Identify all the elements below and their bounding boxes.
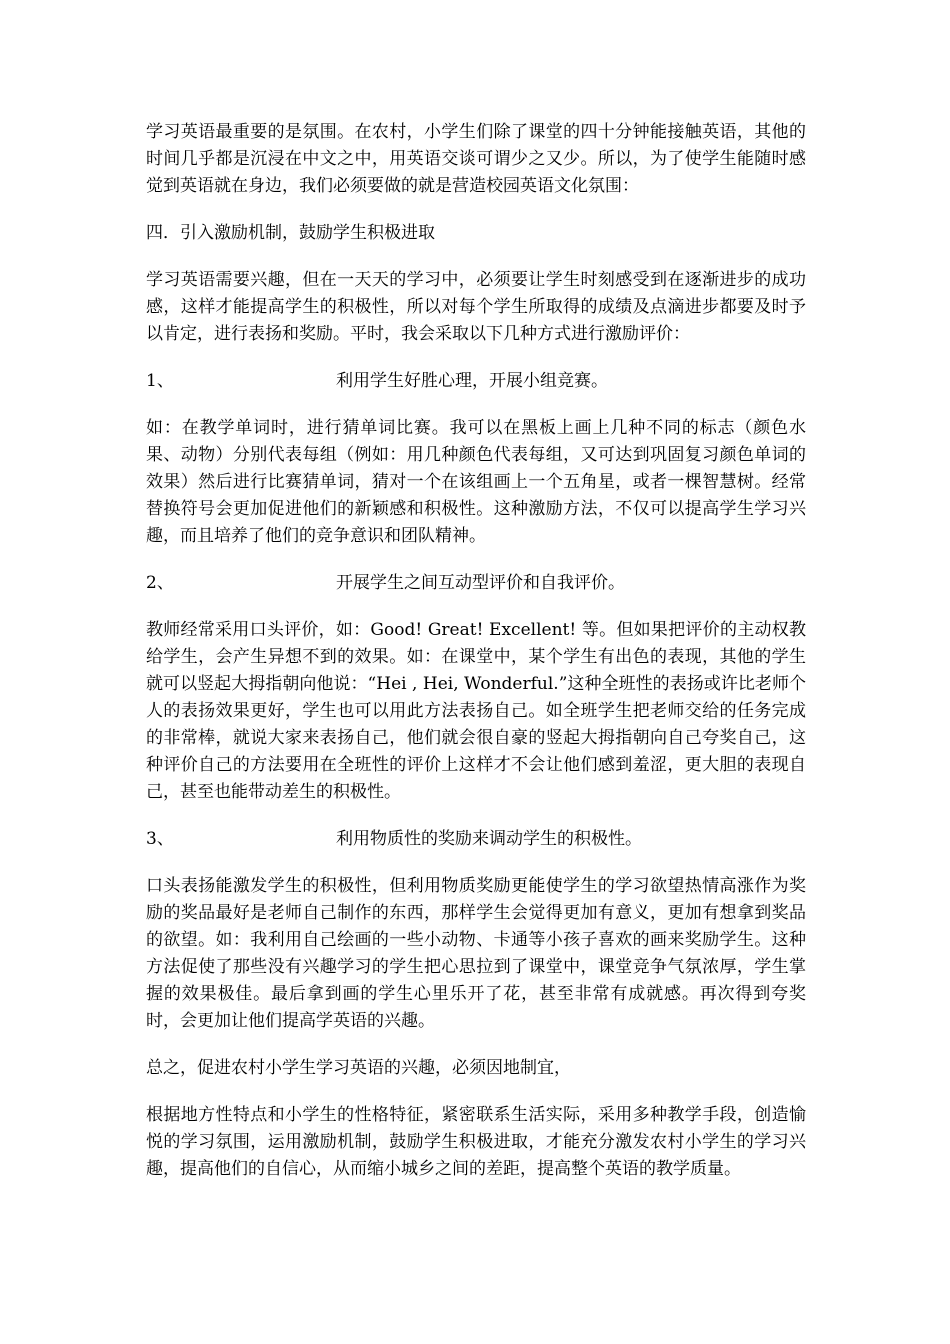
paragraph-motivation: 学习英语需要兴趣，但在一天天的学习中，必须要让学生时刻感受到在逐渐进步的成功感，这样才能提高学生的积极性，所以对每个学生所取得的成绩及点滴进步都要及时予以肯定，进行表扬和奖励。平时，我会采取以下几种方式进行激励评价： [146, 270, 806, 344]
paragraph-atmosphere: 学习英语最重要的是氛围。在农村，小学生们除了课堂的四十分钟能接触英语，其他的时间几乎都是沉浸在中文之中，用英语交谈可谓少之又少。所以，为了使学生能随时感觉到英语就在身边，我们必须要做的就是营造校园英语文化氛围： [146, 122, 806, 196]
list-item-body: 口头表扬能激发学生的积极性，但利用物质奖励更能使学生的学习欲望热情高涨作为奖励的奖品最好是老师自己制作的东西，那样学生会觉得更加有意义，更加有想拿到奖品的欲望。如：我利用自己绘画的一些小动物、卡通等小孩子喜欢的画来奖励学生。这种方法促使了那些没有兴趣学习的学生把心思拉到了课堂中，课堂竞争气氛浓厚，学生掌握的效果极佳。最后拿到画的学生心里乐开了花，甚至非常有成就感。再次得到夸奖时，会更加让他们提高学英语的兴趣。 [146, 876, 806, 1031]
list-item-number: 2、 [146, 573, 174, 593]
list-item-title: 开展学生之间互动型评价和自我评价。 [336, 573, 625, 593]
list-item-heading [146, 826, 806, 853]
paragraph-conclusion-lead: 总之，促进农村小学生学习英语的兴趣，必须因地制宜， [146, 1058, 571, 1078]
list-item-heading [146, 570, 806, 597]
list-item-number: 1、 [146, 371, 174, 391]
list-item-number: 3、 [146, 829, 174, 849]
list-item-body: 如：在教学单词时，进行猜单词比赛。我可以在黑板上画上几种不同的标志（颜色水果、动物）分别代表每组（例如：用几种颜色代表每组，又可达到巩固复习颜色单词的效果）然后进行比赛猜单词，猜对一个在该组画上一个五角星，或者一棵智慧树。经常替换符号会更加促进他们的新颖感和积极性。这种激励方法，不仅可以提高学生学习兴趣，而且培养了他们的竞争意识和团队精神。 [146, 418, 806, 546]
list-item-title: 利用物质性的奖励来调动学生的积极性。 [336, 829, 642, 849]
section-heading: 四．引入激励机制，鼓励学生积极进取 [146, 223, 435, 243]
list-item-title: 利用学生好胜心理，开展小组竞赛。 [336, 371, 608, 391]
paragraph-conclusion: 根据地方性特点和小学生的性格特征，紧密联系生活实际，采用多种教学手段，创造愉悦的学习氛围，运用激励机制，鼓励学生积极进取，才能充分激发农村小学生的学习兴趣，提高他们的自信心，从而缩小城乡之间的差距，提高整个英语的教学质量。 [146, 1105, 806, 1179]
document-body [146, 119, 806, 1203]
list-item-heading [146, 368, 806, 395]
list-item-body: 教师经常采用口头评价，如：Good! Great! Excellent! 等。但如果把评价的主动权教给学生，会产生异想不到的效果。如：在课堂中，某个学生有出色的表现，其他的学生就可以竖起大拇指朝向他说：“Hei , Hei, Wonderful.”这种全班性的表扬或许比老师个人的表扬效果更好，学生也可以用此方法表扬自己。如全班学生把老师交给的任务完成的非常棒，就说大家来表扬自己，他们就会很自豪的竖起大拇指朝向自己夸奖自己，这种评价自己的方法要用在全班性的评价上这样才不会让他们感到羞涩，更大胆的表现自己，甚至也能带动差生的积极性。 [146, 620, 806, 802]
